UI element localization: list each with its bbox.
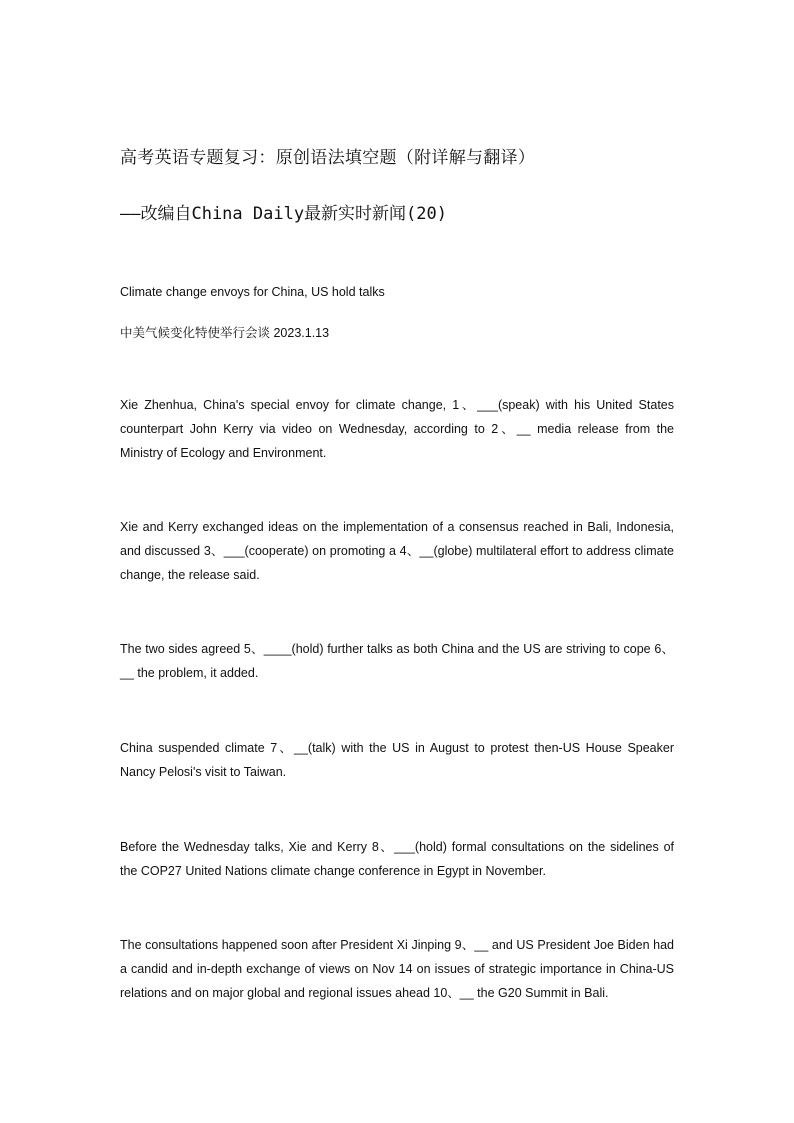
paragraph-2: Xie and Kerry exchanged ideas on the implementation of a consensus reached in Bali, Indonesia, and discussed 3、___(cooperate) on promoting a 4、__(globe) multilateral effort to address climate change, the release said. [120,520,674,582]
paragraph-6: The consultations happened soon after President Xi Jinping 9、__ and US President Joe Biden had a candid and in-depth exchange of views on Nov 14 on issues of strategic importance in China-US relations and on major global and regional issues ahead 10、__ the G20 Summit in Bali. [120,938,674,1000]
paragraph-4: China suspended climate 7、__(talk) with the US in August to protest then-US House Speaker Nancy Pelosi's visit to Taiwan. [120,741,674,779]
paragraph-3: The two sides agreed 5、____(hold) further talks as both China and the US are striving to cope 6、__ the problem, it added. [120,642,674,680]
document-title: 高考英语专题复习：原创语法填空题（附详解与翻译） [120,148,536,168]
headline-english: Climate change envoys for China, US hold talks [120,285,385,299]
document-subtitle: ——改编自China Daily最新实时新闻(20) [120,204,447,224]
paragraph-5: Before the Wednesday talks, Xie and Kerry 8、___(hold) formal consultations on the sidelines of the COP27 United Nations climate change conference in Egypt in November. [120,840,674,878]
headline-chinese: 中美气候变化特使举行会谈 2023.1.13 [120,326,330,340]
paragraph-1: Xie Zhenhua, China's special envoy for climate change, 1、___(speak) with his United States counterpart John Kerry via video on Wednesday, according to 2、__ media release from the Ministry of Ecology and Environment. [120,398,674,460]
